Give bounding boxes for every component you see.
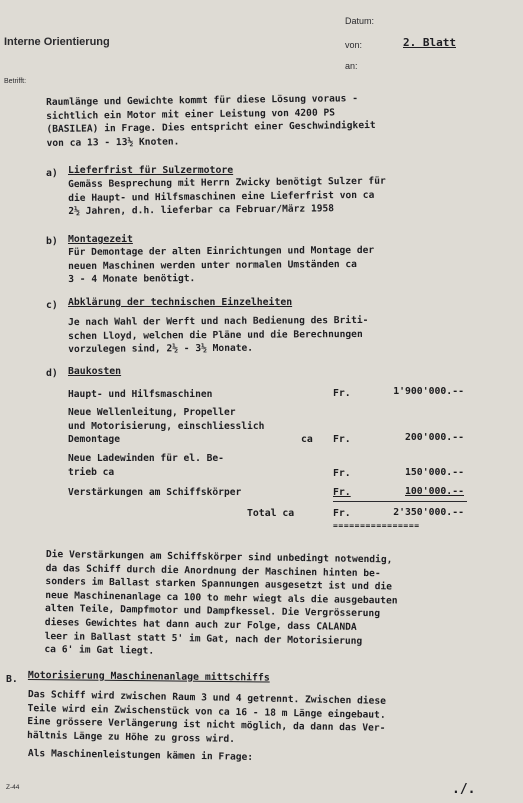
- cost-amount: 1'900'000.--: [393, 386, 464, 397]
- cost-currency: Fr.: [333, 487, 351, 498]
- paragraph-line: sonders im Ballast starken Spannungen ausgesetzt ist und die: [45, 576, 393, 593]
- section-B-letter: B.: [6, 674, 18, 685]
- total-label: Total ca: [247, 508, 295, 519]
- paragraph-line: ca 6' im Gat liegt.: [44, 644, 155, 657]
- section-c-heading: Abklärung der technischen Einzelheiten: [68, 297, 293, 308]
- section-B-line: Das Schiff wird zwischen Raum 3 und 4 getrennt. Zwischen diese: [27, 688, 387, 707]
- cost-label-line: Haupt- und Hilfsmaschinen: [68, 389, 213, 400]
- section-B-line: Eine grössere Verlängerung ist nicht möglich, da dann das Ver-: [27, 716, 386, 735]
- total-double-rule: ================: [333, 521, 420, 530]
- section-B-closing: Als Maschinenleistungen kämen in Frage:: [27, 748, 254, 763]
- section-B-heading: Motorisierung Maschinenanlage mittschiffs: [27, 670, 270, 684]
- cost-label-line: Neue Ladewinden für el. Be-: [68, 453, 224, 464]
- section-a-line: Gemäss Besprechung mit Herrn Zwicky benötigt Sulzer für: [68, 175, 386, 190]
- subtotal-rule: [333, 501, 467, 502]
- section-b-letter: b): [46, 236, 58, 247]
- section-a-body: [68, 175, 386, 219]
- section-d-letter: d): [46, 368, 58, 379]
- section-B-line: hältnis Länge zu Höhe zu gross wird.: [26, 729, 236, 745]
- intro-line: von ca 13 - 13½ Knoten.: [46, 136, 180, 149]
- paragraph-line: dieses Gewichtes hat dann auch zur Folge, dass CALANDA: [44, 616, 357, 633]
- cost-amount: 100'000.--: [405, 486, 464, 497]
- document-title: Interne Orientierung: [4, 36, 110, 48]
- cost-currency: Fr.: [333, 388, 351, 399]
- total-amount: 2'350'000.--: [393, 507, 464, 518]
- section-B-line: Teile wird ein Zwischenstück von ca 16 - 18 m Länge eingebaut.: [27, 702, 386, 721]
- betrifft-label: Betrifft:: [4, 78, 27, 85]
- section-b-heading: Montagezeit: [68, 234, 133, 245]
- section-c-letter: c): [46, 300, 58, 311]
- section-c-line: vorzulegen sind, 2½ - 3½ Monate.: [68, 342, 254, 356]
- datum-label: Datum:: [345, 16, 375, 26]
- cost-label-line: trieb ca: [68, 466, 115, 478]
- total-currency: Fr.: [333, 508, 351, 519]
- section-b-line: neuen Maschinen werden unter normalen Umständen ca: [68, 258, 357, 272]
- section-a-letter: a): [46, 168, 58, 179]
- intro-line: Raumlänge und Gewichte kommt für diese Lösung voraus -: [46, 93, 359, 108]
- cost-amount: 200'000.--: [405, 432, 464, 443]
- cost-label-line: Demontage: [68, 434, 120, 446]
- paragraph-line: da das Schiff durch die Anordnung der Maschinen hinten be-: [45, 562, 381, 579]
- section-a-line: 2½ Jahren, d.h. lieferbar ca Februar/März 1958: [68, 203, 335, 218]
- section-c-line: schen Lloyd, welchen die Pläne und die Berechnungen: [68, 328, 363, 342]
- section-b-body: [68, 244, 374, 287]
- form-code: Z-44: [6, 784, 20, 791]
- intro-line: (BASILEA) in Frage. Dies entspricht einer Geschwindigkeit: [46, 120, 376, 136]
- cost-row-label: [68, 388, 212, 402]
- paragraph-line: neue Maschinenanlage ca 100 to mehr wiegt als die ausgebauten: [45, 589, 398, 607]
- section-a-heading: Lieferfrist für Sulzermotore: [68, 165, 234, 176]
- section-B-body: [27, 688, 386, 749]
- cost-currency: Fr.: [333, 468, 351, 479]
- cost-suffix: ca: [301, 434, 313, 445]
- page-number: 2. Blatt: [403, 36, 456, 49]
- section-b-line: Für Demontage der alten Einrichtungen und Montage der: [68, 244, 375, 258]
- section-d-heading: Baukosten: [68, 366, 122, 377]
- intro-paragraph: [46, 92, 376, 150]
- cost-label-line: Verstärkungen am Schiffskörper: [68, 487, 242, 498]
- paragraph-line: Die Verstärkungen am Schiffskörper sind unbedingt notwendig,: [45, 548, 393, 566]
- cost-label-line: Neue Wellenleitung, Propeller: [68, 407, 236, 418]
- von-label: von:: [345, 40, 363, 50]
- cost-label-line: und Motorisierung, einschliesslich: [68, 420, 265, 432]
- cost-amount: 150'000.--: [405, 467, 464, 478]
- cost-row-label: [68, 406, 264, 447]
- paragraph-line: alten Teile, Dampfmotor und Dampfkessel. Die Vergrösserung: [44, 603, 381, 620]
- intro-line: sichtlich ein Motor mit einer Leistung von 4200 PS: [46, 107, 336, 122]
- continuation-mark: ./.: [452, 782, 476, 797]
- section-c-line: Je nach Wahl der Werft und nach Bedienung des Briti-: [68, 314, 369, 328]
- paragraph-line: leer in Ballast statt 5' im Gat, nach der Motorisierung: [44, 630, 363, 647]
- cost-currency: Fr.: [333, 434, 351, 445]
- section-c-body: [68, 314, 369, 357]
- section-b-line: 3 - 4 Monate benötigt.: [68, 273, 196, 286]
- section-a-line: die Haupt- und Hilfsmaschinen eine Lieferfrist von ca: [68, 189, 375, 204]
- an-label: an:: [345, 61, 358, 71]
- reinforcement-paragraph: [44, 548, 398, 662]
- cost-row-label: [68, 486, 241, 500]
- cost-row-label: [68, 452, 224, 479]
